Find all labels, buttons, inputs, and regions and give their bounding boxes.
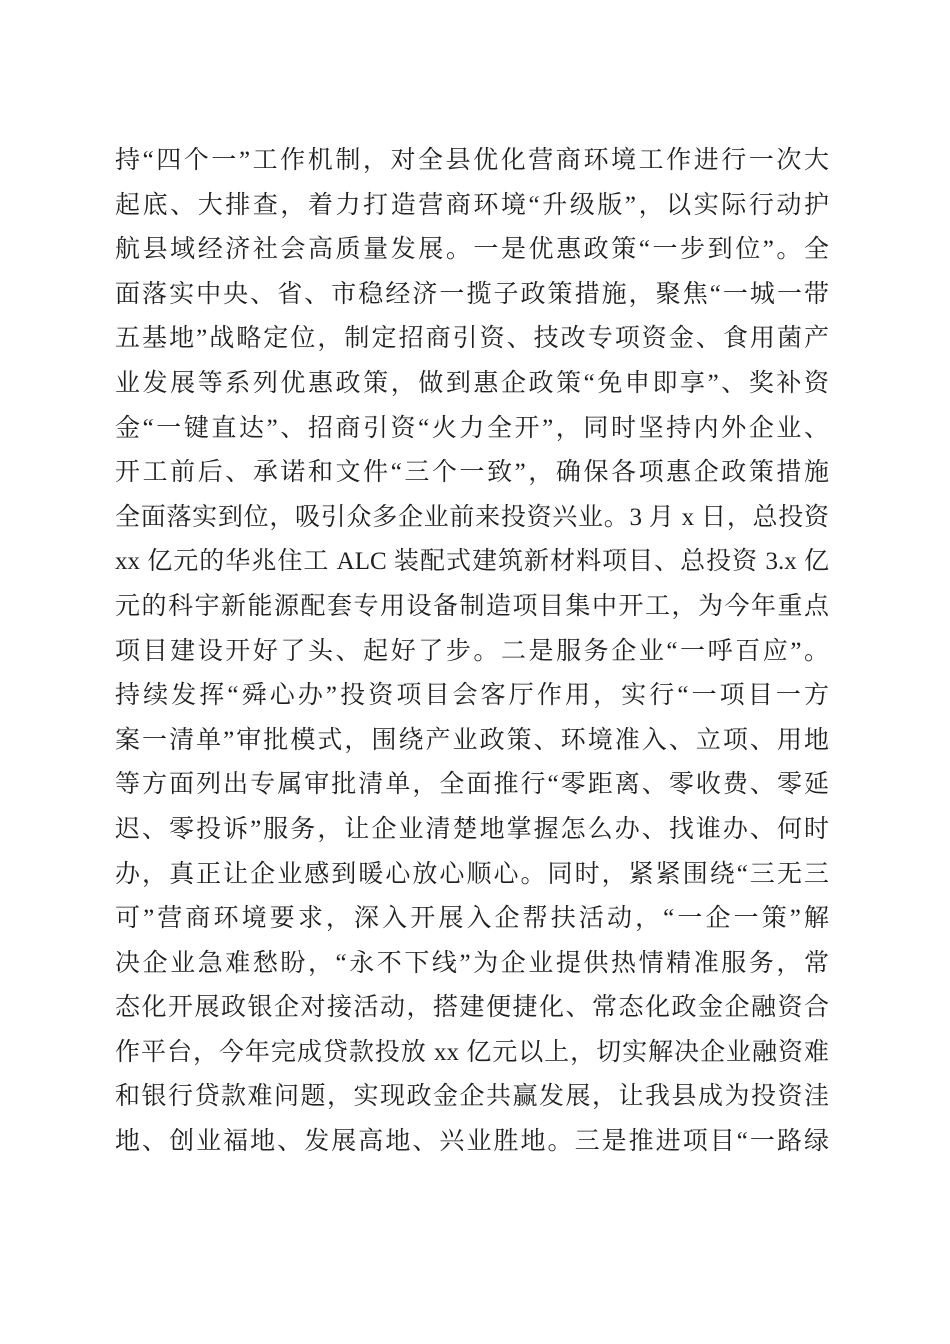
- text-line: 态化开展政银企对接活动，搭建便捷化、常态化政金企融资合: [115, 994, 829, 1022]
- text-line: 案一清单”审批模式，围绕产业政策、环境准入、立项、用地: [115, 726, 829, 754]
- text-line: 开工前后、承诺和文件“三个一致”，确保各项惠企政策措施: [115, 459, 829, 487]
- text-line: 地、创业福地、发展高地、兴业胜地。三是推进项目“一路绿: [115, 1128, 829, 1156]
- text-line: 可”营商环境要求，深入开展入企帮扶活动，“一企一策”解: [115, 905, 829, 933]
- text-line: 迟、零投诉”服务，让企业清楚地掌握怎么办、找谁办、何时: [115, 815, 829, 843]
- text-line: 办，真正让企业感到暖心放心顺心。同时，紧紧围绕“三无三: [115, 860, 829, 888]
- text-line: 金“一键直达”、招商引资“火力全开”，同时坚持内外企业、: [115, 414, 829, 442]
- text-line: 五基地”战略定位，制定招商引资、技改专项资金、食用菌产: [115, 325, 829, 353]
- paragraph-body: [115, 139, 829, 1165]
- text-line: 项目建设开好了头、起好了步。二是服务企业“一呼百应”。: [115, 637, 829, 665]
- text-line: 全面落实到位，吸引众多企业前来投资兴业。3 月 x 日，总投资: [115, 503, 829, 531]
- text-line: 决企业急难愁盼，“永不下线”为企业提供热情精准服务，常: [115, 949, 829, 977]
- text-line: 和银行贷款难问题，实现政金企共赢发展，让我县成为投资洼: [115, 1083, 829, 1111]
- text-line: 面落实中央、省、市稳经济一揽子政策措施，聚焦“一城一带: [115, 280, 829, 308]
- text-line: 航县域经济社会高质量发展。一是优惠政策“一步到位”。全: [115, 236, 829, 264]
- text-line: 持“四个一”工作机制，对全县优化营商环境工作进行一次大: [115, 147, 829, 174]
- text-line: 作平台，今年完成贷款投放 xx 亿元以上，切实解决企业融资难: [115, 1038, 829, 1066]
- text-line: 等方面列出专属审批清单，全面推行“零距离、零收费、零延: [115, 771, 829, 799]
- text-line: 元的科宇新能源配套专用设备制造项目集中开工，为今年重点: [115, 592, 829, 620]
- text-line: 持续发挥“舜心办”投资项目会客厅作用，实行“一项目一方: [115, 682, 829, 710]
- text-line: xx 亿元的华兆住工 ALC 装配式建筑新材料项目、总投资 3.x 亿: [115, 548, 829, 576]
- text-line: 起底、大排查，着力打造营商环境“升级版”，以实际行动护: [115, 191, 829, 219]
- text-line: 业发展等系列优惠政策，做到惠企政策“免申即享”、奖补资: [115, 369, 829, 397]
